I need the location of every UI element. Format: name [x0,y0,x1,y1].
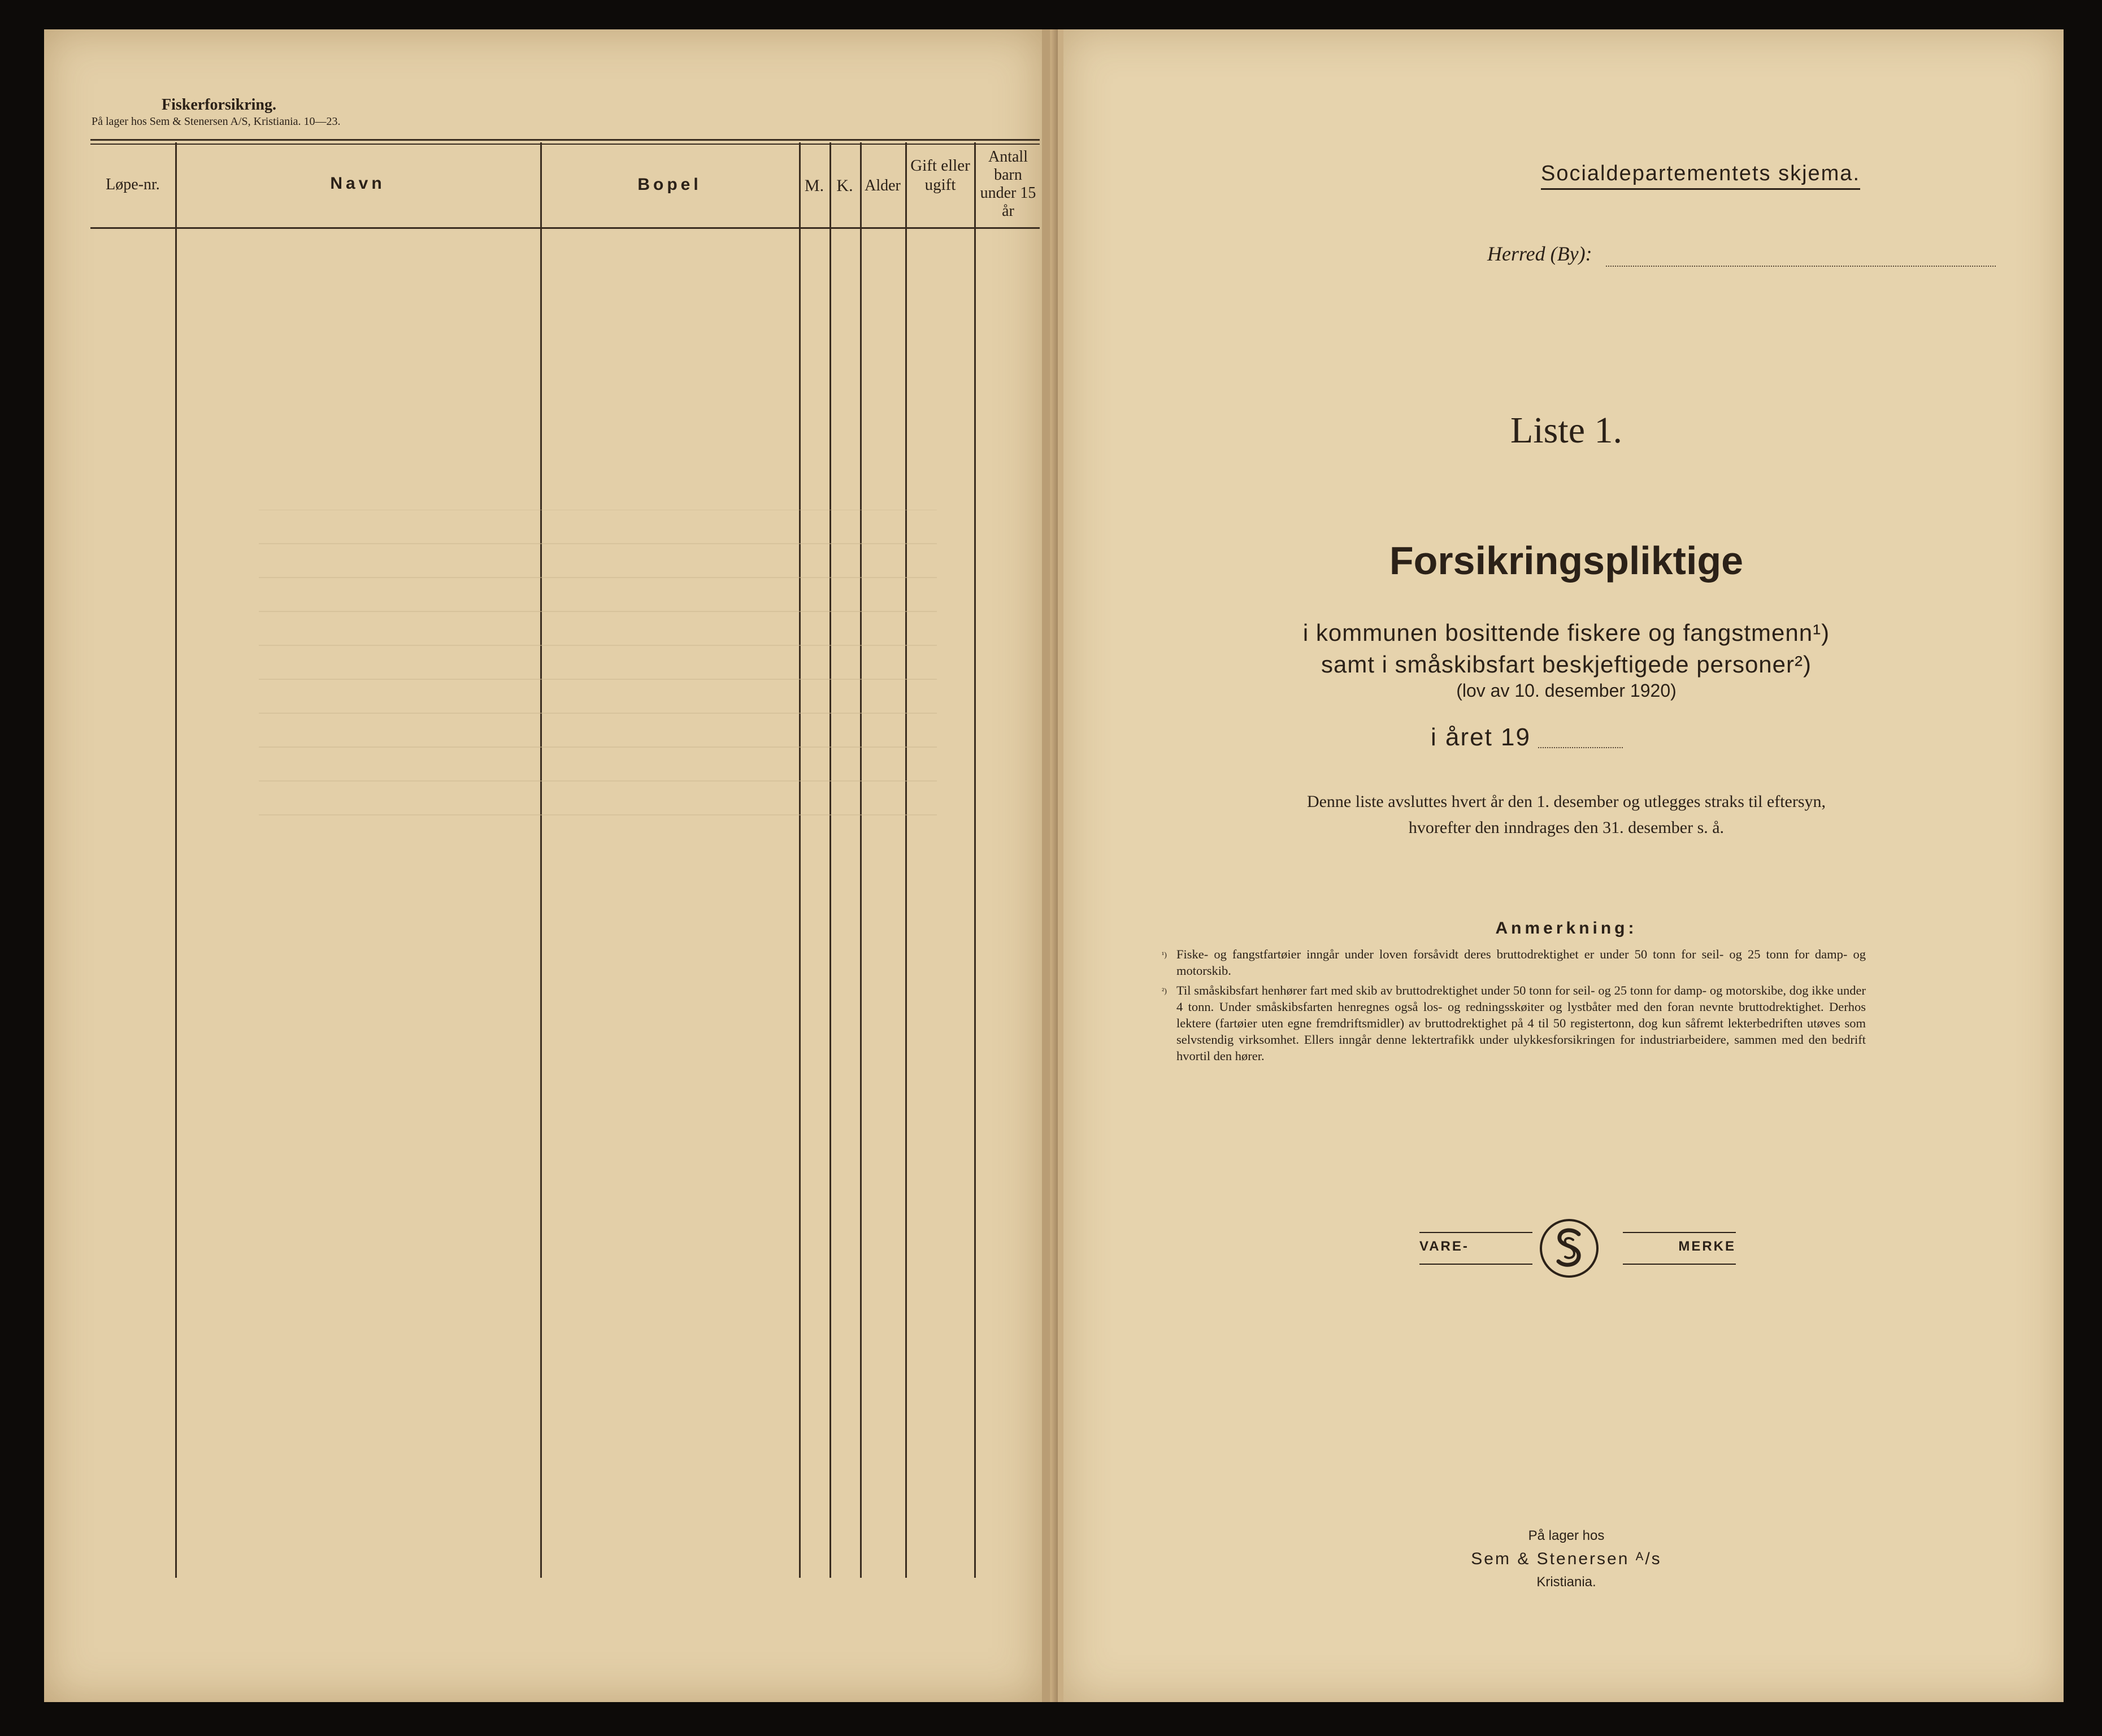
publisher-title: Fiskerforsikring. [162,96,276,114]
header-m: M. [804,176,824,195]
trademark-rule-right-bottom [1623,1264,1736,1265]
trademark-rule-left-bottom [1419,1264,1532,1265]
trademark-rule-right-top [1623,1232,1736,1233]
col-divider-5 [860,142,862,1578]
table-top-rule [90,139,1040,141]
publisher-line-1: På lager hos [1528,1528,1605,1543]
header-alder: Alder [865,177,901,194]
year-label: i året 19 [1431,723,1531,751]
herred-label: Herred (By): [1487,242,1592,265]
trademark-right-text: MERKE [1678,1239,1736,1254]
remark-note-2 [1162,982,1866,1064]
note-text: Til småskibsfart henhører fart med skib av bruttodrektighet under 50 tonn for seil- og 25 tonn for damp- og motorskibe, dog ikke under 4 tonn. Under småskibsfarten henregnes også los- og redningsskøiter og lystbåter med den foran nevnte bruttodrektighet. Derhos lektere (fartøier uten egne fremdriftsmidler) av bruttodrektighet på 4 til 50 registertonn, dog kun såfremt lekterbedriften utøves som selvstendig virksomhet. Ellers inngår denne lektertrafikk under ulykkesforsikringen for industriarbeidere, sammen med den bedrift hvortil den hører. [1176,983,1866,1063]
header-k: K. [836,176,853,195]
notice-line-2: hvorefter den inndrages den 31. desember s. å. [1408,818,1725,837]
col-divider-7 [974,142,976,1578]
herred-fill-line [1606,266,1996,267]
subheading-line-1: i kommunen bosittende fiskere og fangstmenn¹) [1302,619,1830,646]
publisher-line: På lager hos Sem & Stenersen A/S, Kristiania. 10—23. [92,115,341,128]
subheading-line-2: samt i småskibsfart beskjeftigede personer²) [1321,651,1812,678]
publisher-line-2: Sem & Stenersen ᴬ/s [1471,1550,1662,1568]
note-marker: ²) [1162,987,1167,996]
col-divider-4 [829,142,831,1578]
notice-line-1: Denne liste avsluttes hvert år den 1. desember og utlegges straks til eftersyn, [1306,792,1826,811]
table-header-rule [90,227,1040,229]
col-divider-1 [175,142,177,1578]
note-text: Fiske- og fangstfartøier inngår under loven forsåvidt deres bruttodrektighet er under 50 tonn for seil- og 25 tonn for damp- og motorskib. [1176,947,1866,978]
col-divider-6 [905,142,907,1578]
trademark-rule-left-top [1419,1232,1532,1233]
col-divider-2 [540,142,542,1578]
main-heading: Forsikringspliktige [1389,539,1744,583]
header-lope-nr: Løpe-nr. [106,176,160,193]
bleed-through-lines [259,510,937,849]
remark-note-1 [1162,946,1866,979]
year-fill-line [1538,747,1623,748]
header-bopel: Bopel [637,175,702,194]
header-navn: Navn [330,174,385,193]
law-reference: (lov av 10. desember 1920) [1456,680,1677,701]
ss-monogram-logo-icon [1538,1217,1600,1279]
note-marker: ¹) [1162,951,1167,960]
remarks-title: Anmerkning: [1495,919,1638,938]
trademark-left-text: VARE- [1419,1239,1469,1254]
list-title: Liste 1. [1510,410,1622,451]
header-antall-barn: Antall barn under 15 år [980,148,1036,220]
col-divider-3 [799,142,801,1578]
publisher-line-3: Kristiania. [1536,1574,1596,1590]
right-page [1058,29,2064,1702]
trademark [1419,1216,1736,1284]
header-gift: Gift eller ugift [910,157,970,194]
form-identifier: Socialdepartementets skjema. [1541,162,1860,190]
table-top-rule-2 [90,144,1040,145]
left-page [44,29,1050,1702]
